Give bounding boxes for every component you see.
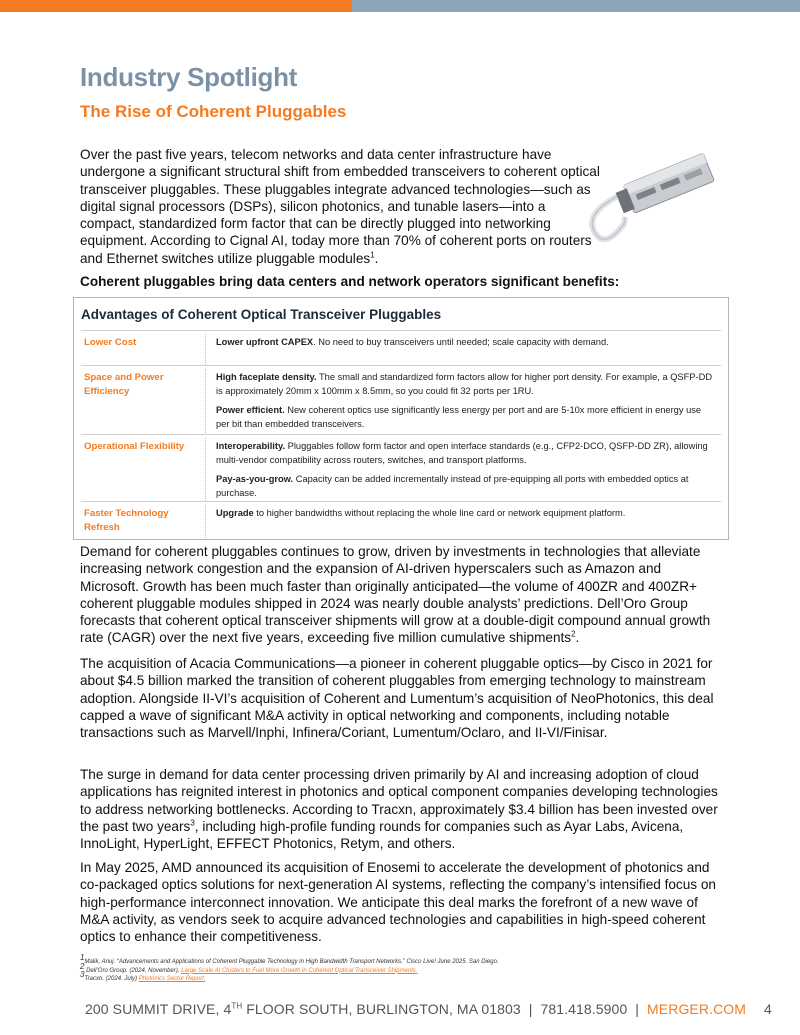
page-subtitle: The Rise of Coherent Pluggables [80, 102, 347, 121]
footer-phone: 781.418.5900 [540, 1001, 628, 1017]
row-category: Faster Technology Refresh [84, 508, 169, 533]
footnote-text: Malik, Anuj. “Advancements and Applications of Coherent Pluggable Technology in High Bandwidth Transport Networks.” Cisco Live! June 2025. San Diego. [84, 959, 499, 965]
table-row [81, 330, 721, 365]
advantages-table-title: Advantages of Coherent Optical Transceiver Pluggables [81, 307, 442, 322]
paragraph-end: , including high-profile funding rounds for companies such as Ayar Labs, Avicena, InnoLight, HyperLight, EFFECT Photonics, Retym, and others. [80, 818, 684, 852]
footnote-number: 1 [80, 953, 85, 962]
row-divider [205, 334, 206, 365]
item-text: . No need to buy transceivers until needed; scale capacity with demand. [313, 337, 609, 347]
paragraph-text: In May 2025, AMD announced its acquisition of Enosemi to accelerate the development of photonics and co-packaged optics solutions for next-generation AI systems, reflecting the company’s intensified focus on high-performance interconnect innovation. We anticipate this deal marks the forefront of a new wave of M&A activity, as vendors seek to acquire advanced technologies and capabilities in high-speed coherent optics to enhance their competitiveness. [80, 860, 716, 945]
row-divider [205, 505, 206, 540]
row-description [216, 336, 716, 356]
paragraph-text: Demand for coherent pluggables continues to grow, driven by investments in technologies that alleviate increasing network congestion and the expansion of AI-driven hyperscalers such as Amazon and Microsoft. Growth has been much faster than originally anticipated—the volume of 400ZR and 400ZR+ coherent pluggable modules shipped in 2024 was nearly double analysts’ predictions. Dell’Oro Group forecasts that coherent optical transceiver shipments will grow at a double-digit compound annual growth rate (CAGR) over the next five years, exceeding five million cumulative shipments [80, 544, 711, 646]
footer-separator: | [520, 1001, 541, 1017]
table-row [81, 365, 721, 435]
footnote-text: Dell’Oro Group. (2024, November). [84, 967, 182, 974]
footnote-number: 3 [80, 970, 85, 980]
footnote-ref-2[interactable]: 2 [571, 629, 576, 639]
paragraph-text: The surge in demand for data center processing driven primarily by AI and increasing adoption of cloud applications has reignited interest in photonics and optical component companies developing technologies to address networking bottlenecks. According to Tracxn, approximately $3.4 billion has been invested over the past two years [80, 767, 718, 834]
intro-paragraph [80, 146, 600, 267]
page-title: Industry Spotlight [80, 62, 298, 92]
item-text: Pluggables follow form factor and open interface standards (e.g., CFP2-DCO, QSFP-DD ZR), allowing multi-vendor compatibility across routers, switches, and transport platforms. [216, 441, 708, 465]
page-number: 4 [764, 1001, 772, 1017]
intro-text: Over the past five years, telecom networks and data center infrastructure have undergone a significant structural shift from embedded transceivers to coherent optical transceiver pluggables. These pluggables integrate advanced technologies—such as digital signal processors (DSPs), silicon photonics, and tunable lasers—into a compact, standardized form factor that can be directly plugged into networking equipment. According to Cignal AI, today more than 70% of coherent ports on routers and Ethernet switches utilize pluggable modules [80, 147, 600, 266]
benefits-heading: Coherent pluggables bring data centers and network operators significant benefits: [80, 274, 620, 289]
item-text: New coherent optics use significantly less energy per port and are 5-10x more efficient in energy use per bit than embedded transceivers. [216, 405, 702, 429]
item-bold: Pay-as-you-grow. [216, 474, 294, 485]
row-description [216, 371, 716, 437]
paragraph-end: . [575, 630, 580, 646]
body-paragraph [80, 859, 722, 945]
body-paragraph [80, 766, 722, 852]
item-bold: Power efficient. [216, 405, 285, 416]
footer-address: 200 SUMMIT DRIVE, 4 [85, 1001, 232, 1017]
top-accent-bar-blue [352, 0, 800, 12]
footnote-number: 2 [80, 961, 85, 971]
row-category: Operational Flexibility [84, 441, 185, 452]
paragraph-text: The acquisition of Acacia Communications—a pioneer in coherent pluggable optics—by Cisco in 2021 for about $4.5 billion marked the transition of coherent pluggables from emerging technology to mainstream adoption. Alongside II-VI’s acquisition of Coherent and Lumentum’s acquisition of NeoPhotonics, this deal capped a wave of significant M&A activity in optical networking and components, including notable transactions such as Marvell/Inphi, Infinera/Coriant, Lumentum/Oclaro, and II-VI/Finisar. [80, 656, 714, 741]
footnote-link[interactable]: Photonics Sector Report. [138, 976, 206, 983]
footer-address-sup: TH [231, 1001, 243, 1011]
row-divider [205, 369, 206, 435]
body-paragraph [80, 543, 722, 647]
item-bold: Upgrade [216, 508, 254, 518]
row-divider [205, 438, 206, 501]
page-footer [85, 1001, 772, 1017]
row-description [216, 507, 716, 527]
footer-website-link[interactable]: MERGER.COM [647, 1001, 747, 1017]
footnote-text: Tracxn. (2024. July) [84, 976, 139, 983]
footnote [80, 953, 680, 967]
footnote-ref-1[interactable]: 1 [370, 250, 375, 260]
row-description [216, 440, 716, 506]
item-bold: Lower upfront CAPEX [216, 337, 314, 347]
body-paragraph [80, 655, 722, 741]
top-accent-bar-orange [0, 0, 352, 12]
footnotes [80, 953, 680, 984]
item-text: to higher bandwidths without replacing the whole line card or network equipment platform. [253, 508, 626, 518]
row-category: Lower Cost [84, 337, 137, 348]
item-text: The small and standardized form factors allow for higher port density. For example, a QSFP-DD is approximately 20mm x 100mm x 8.5mm, so you could fit 32 ports per 1RU. [216, 372, 713, 396]
table-row [81, 501, 721, 540]
footer-separator: | [627, 1001, 648, 1017]
footnote-ref-3[interactable]: 3 [190, 818, 195, 828]
item-bold: High faceplate density. [216, 372, 317, 382]
footer-address-rest: FLOOR SOUTH, BURLINGTON, MA 01803 [242, 1001, 521, 1017]
item-bold: Interoperability. [216, 441, 286, 451]
table-row [81, 434, 721, 501]
footnote-link[interactable]: Large Scale AI Clusters to Fuel More Growth in Coherent Optical Transceiver Shipments. [181, 967, 418, 974]
row-category: Space and Power Efficiency [84, 372, 164, 397]
transceiver-module-image [583, 147, 728, 262]
item-text: Capacity can be added incrementally instead of pre-equipping all ports with embedded optics at purchase. [216, 474, 689, 498]
intro-end: . [374, 250, 379, 266]
advantages-table [73, 297, 729, 540]
